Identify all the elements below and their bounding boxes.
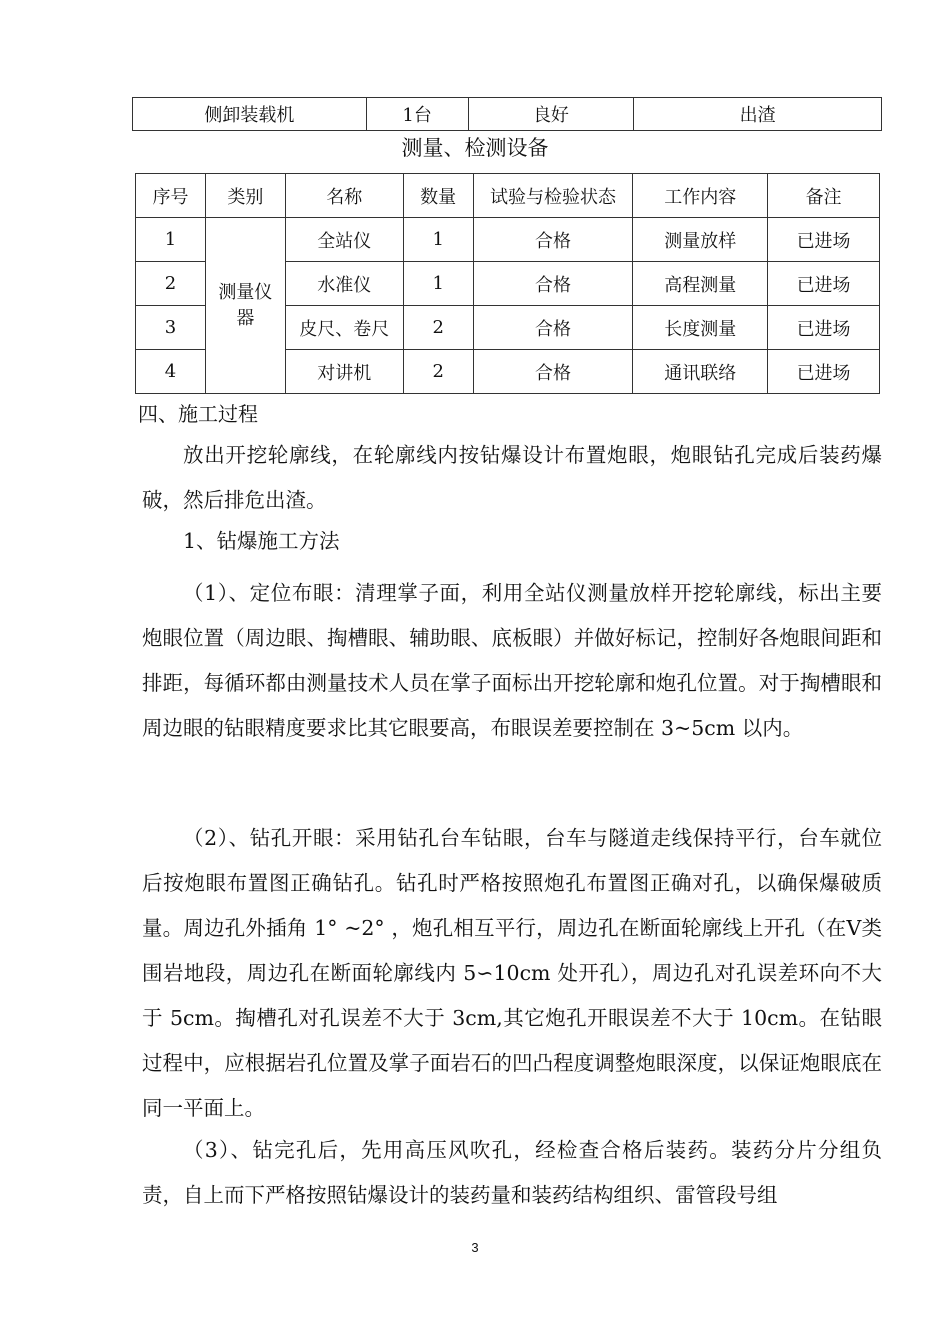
inspection-status: 合格 [473, 306, 633, 350]
header-cell: 工作内容 [633, 174, 768, 218]
equipment-continuation-table [132, 97, 882, 131]
remark: 已进场 [768, 306, 880, 350]
quantity: 2 [403, 306, 473, 350]
remark: 已进场 [768, 350, 880, 394]
equipment-name: 皮尺、卷尺 [285, 306, 403, 350]
work-content: 通讯联络 [633, 350, 768, 394]
row-number: 2 [136, 262, 206, 306]
category-label: 测量仪器 [218, 281, 273, 329]
row-number: 4 [136, 350, 206, 394]
header-cell: 备注 [768, 174, 880, 218]
intro-paragraph: 放出开挖轮廓线，在轮廓线内按钻爆设计布置炮眼，炮眼钻孔完成后装药爆破，然后排危出渣。 [142, 443, 882, 512]
table-row [133, 98, 882, 131]
quantity: 1 [403, 218, 473, 262]
paragraph-charging: （3）、钻完孔后，先用高压风吹孔，经检查合格后装药。装药分片分组负责，自上而下严格按照钻爆设计的装药量和装药结构组织、雷管段号组 [142, 1138, 882, 1207]
table-row [136, 218, 880, 262]
inspection-status: 合格 [473, 350, 633, 394]
subheading: 1、钻爆施工方法 [183, 529, 340, 553]
header-cell: 数量 [403, 174, 473, 218]
section-heading: 四、施工过程 [138, 402, 258, 426]
inspection-status: 合格 [473, 218, 633, 262]
table-cell: 出渣 [634, 98, 882, 131]
header-cell: 类别 [205, 174, 285, 218]
quantity: 2 [403, 350, 473, 394]
row-number: 3 [136, 306, 206, 350]
table-title: 测量、检测设备 [401, 136, 549, 160]
equipment-name: 对讲机 [285, 350, 403, 394]
remark: 已进场 [768, 262, 880, 306]
category-cell [205, 218, 285, 394]
inspection-status: 合格 [473, 262, 633, 306]
table-cell: 1台 [366, 98, 468, 131]
measurement-equipment-table [135, 173, 880, 394]
remark: 已进场 [768, 218, 880, 262]
work-content: 高程测量 [633, 262, 768, 306]
page-number: 3 [471, 1240, 479, 1255]
row-number: 1 [136, 218, 206, 262]
quantity: 1 [403, 262, 473, 306]
table-cell: 良好 [468, 98, 634, 131]
table-cell: 侧卸装载机 [133, 98, 367, 131]
paragraph-drilling: （2）、钻孔开眼：采用钻孔台车钻眼，台车与隧道走线保持平行，台车就位后按炮眼布置图正确钻孔。钻孔时严格按照炮孔布置图正确对孔，以确保爆破质量。周边孔外插角 1° ~2° ，炮孔相互平行，周边孔在断面轮廓线上开孔（在Ⅴ类围岩地段，周边孔在断面轮廓线内 5∽10cm 处开孔），周边孔对孔误差环向不大于 5cm。掏槽孔对孔误差不大于 3cm,其它炮孔开眼误差不大于 10cm。在钻眼过程中，应根据岩孔位置及掌子面岩石的凹凸程度调整炮眼深度，以保证炮眼底在同一平面上。 [142, 826, 882, 1120]
header-cell: 名称 [285, 174, 403, 218]
work-content: 长度测量 [633, 306, 768, 350]
equipment-name: 全站仪 [285, 218, 403, 262]
table-header-row [136, 174, 880, 218]
paragraph-positioning: （1）、定位布眼：清理掌子面，利用全站仪测量放样开挖轮廓线，标出主要炮眼位置（周边眼、掏槽眼、辅助眼、底板眼）并做好标记，控制好各炮眼间距和排距，每循环都由测量技术人员在掌子面标出开挖轮廓和炮孔位置。对于掏槽眼和周边眼的钻眼精度要求比其它眼要高，布眼误差要控制在 3~5cm 以内。 [142, 581, 882, 740]
equipment-name: 水准仪 [285, 262, 403, 306]
header-cell: 序号 [136, 174, 206, 218]
header-cell: 试验与检验状态 [473, 174, 633, 218]
work-content: 测量放样 [633, 218, 768, 262]
